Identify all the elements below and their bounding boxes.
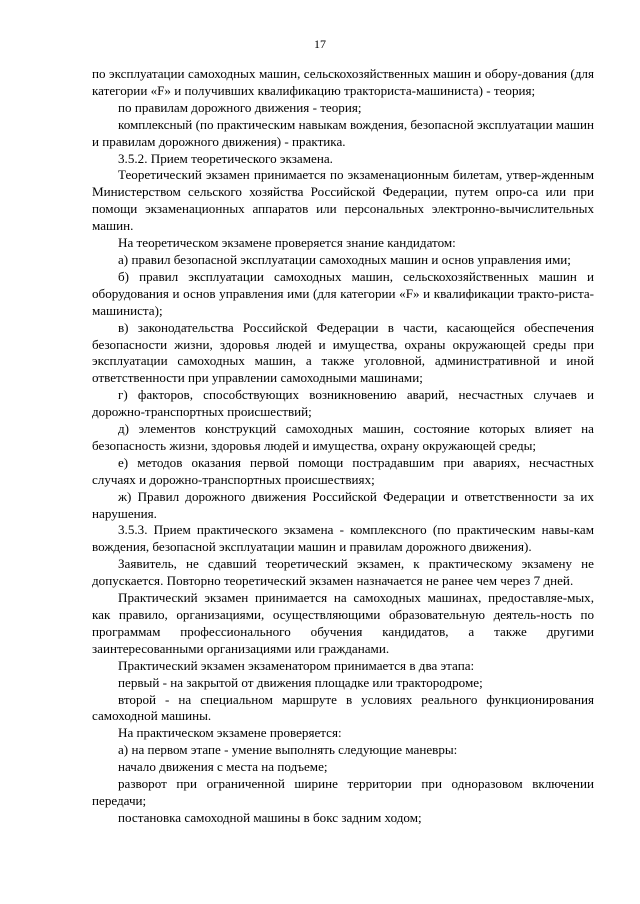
maneuver-reverse-parking: постановка самоходной машины в бокс задним ходом; xyxy=(118,809,422,825)
paragraph-stage-one: первый - на закрытой от движения площадке или трактородроме; xyxy=(118,674,483,690)
list-item-zh: ж) Правил дорожного движения Российской Федерации и ответственности за их нарушения. xyxy=(92,488,594,521)
paragraph-retake-rule: Заявитель, не сдавший теоретический экзамен, к практическому экзамену не допускается. Повторно теоретический экзамен назначается не ранее чем через 7 дней. xyxy=(92,556,594,589)
paragraph-complex-practice: комплексный (по практическим навыкам вождения, безопасной эксплуатации машин и правилам дорожного движения) - практика. xyxy=(92,116,594,149)
paragraph-practical-checks: На практическом экзамене проверяется: xyxy=(118,725,342,741)
paragraph-traffic-rules-theory: по правилам дорожного движения - теория; xyxy=(118,99,362,115)
document-body xyxy=(92,66,594,827)
maneuver-u-turn: разворот при ограниченной ширине территории при одноразовом включении передачи; xyxy=(92,776,594,808)
list-item-g: г) факторов, способствующих возникновению аварий, несчастных случаев и дорожно-транспортных происшествий; xyxy=(92,387,594,420)
list-item-b: б) правил эксплуатации самоходных машин, сельскохозяйственных машин и оборудования и основ управления ими (для категории «F» и квалификации тракто-риста-машиниста); xyxy=(92,268,594,318)
section-heading-3-5-2: 3.5.2. Прием теоретического экзамена. xyxy=(118,150,333,166)
list-item-first-stage: а) на первом этапе - умение выполнять следующие маневры: xyxy=(118,742,458,758)
paragraph-theory-exam-checks: На теоретическом экзамене проверяется знание кандидатом: xyxy=(118,235,456,251)
list-item-v: в) законодательства Российской Федерации в части, касающейся обеспечения безопасности жизни, здоровья людей и имущества, охраны окружающей среды при эксплуатации самоходных машин, а также уголовной, административной и иной ответственности при управлении самоходными машинами; xyxy=(92,319,594,386)
paragraph-exploitation-theory: по эксплуатации самоходных машин, сельскохозяйственных машин и обору-дования (для категории «F» и получивших квалификацию тракториста-машиниста) - теория; xyxy=(92,66,594,98)
paragraph-practical-exam-machines: Практический экзамен принимается на самоходных машинах, предоставляе-мых, как правило, организациями, осуществляющими образовательную деятель-ность по программам профессионального обучения кандидатов, а также другими заинтересованными организациями или гражданами. xyxy=(92,590,594,656)
maneuver-hill-start: начало движения с места на подъеме; xyxy=(118,759,328,775)
paragraph-two-stages: Практический экзамен экзаменатором принимается в два этапа: xyxy=(118,657,475,673)
list-item-a: а) правил безопасной эксплуатации самоходных машин и основ управления ими; xyxy=(118,251,571,267)
paragraph-theory-exam-tickets: Теоретический экзамен принимается по экзаменационным билетам, утвер-жденным Министерством сельского хозяйства Российской Федерации, путем опро-са или при помощи экзаменационных аппаратов или персональных электронно-вычислительных машин. xyxy=(92,167,594,234)
page-number: 17 xyxy=(314,37,326,51)
section-heading-3-5-3: 3.5.3. Прием практического экзамена - комплексного (по практическим навы-кам вождения, безопасной эксплуатации машин и правилам дорожного движения). xyxy=(92,522,594,555)
list-item-d: д) элементов конструкций самоходных машин, состояние которых влияет на безопасность жизни, здоровья людей и имущества, охрану окружающей среды; xyxy=(92,421,594,453)
list-item-e: е) методов оказания первой помощи пострадавшим при авариях, несчастных случаях и дорожно-транспортных происшествиях; xyxy=(92,454,594,487)
paragraph-stage-two: второй - на специальном маршруте в условиях реального функционирования самоходной машины. xyxy=(92,691,594,724)
